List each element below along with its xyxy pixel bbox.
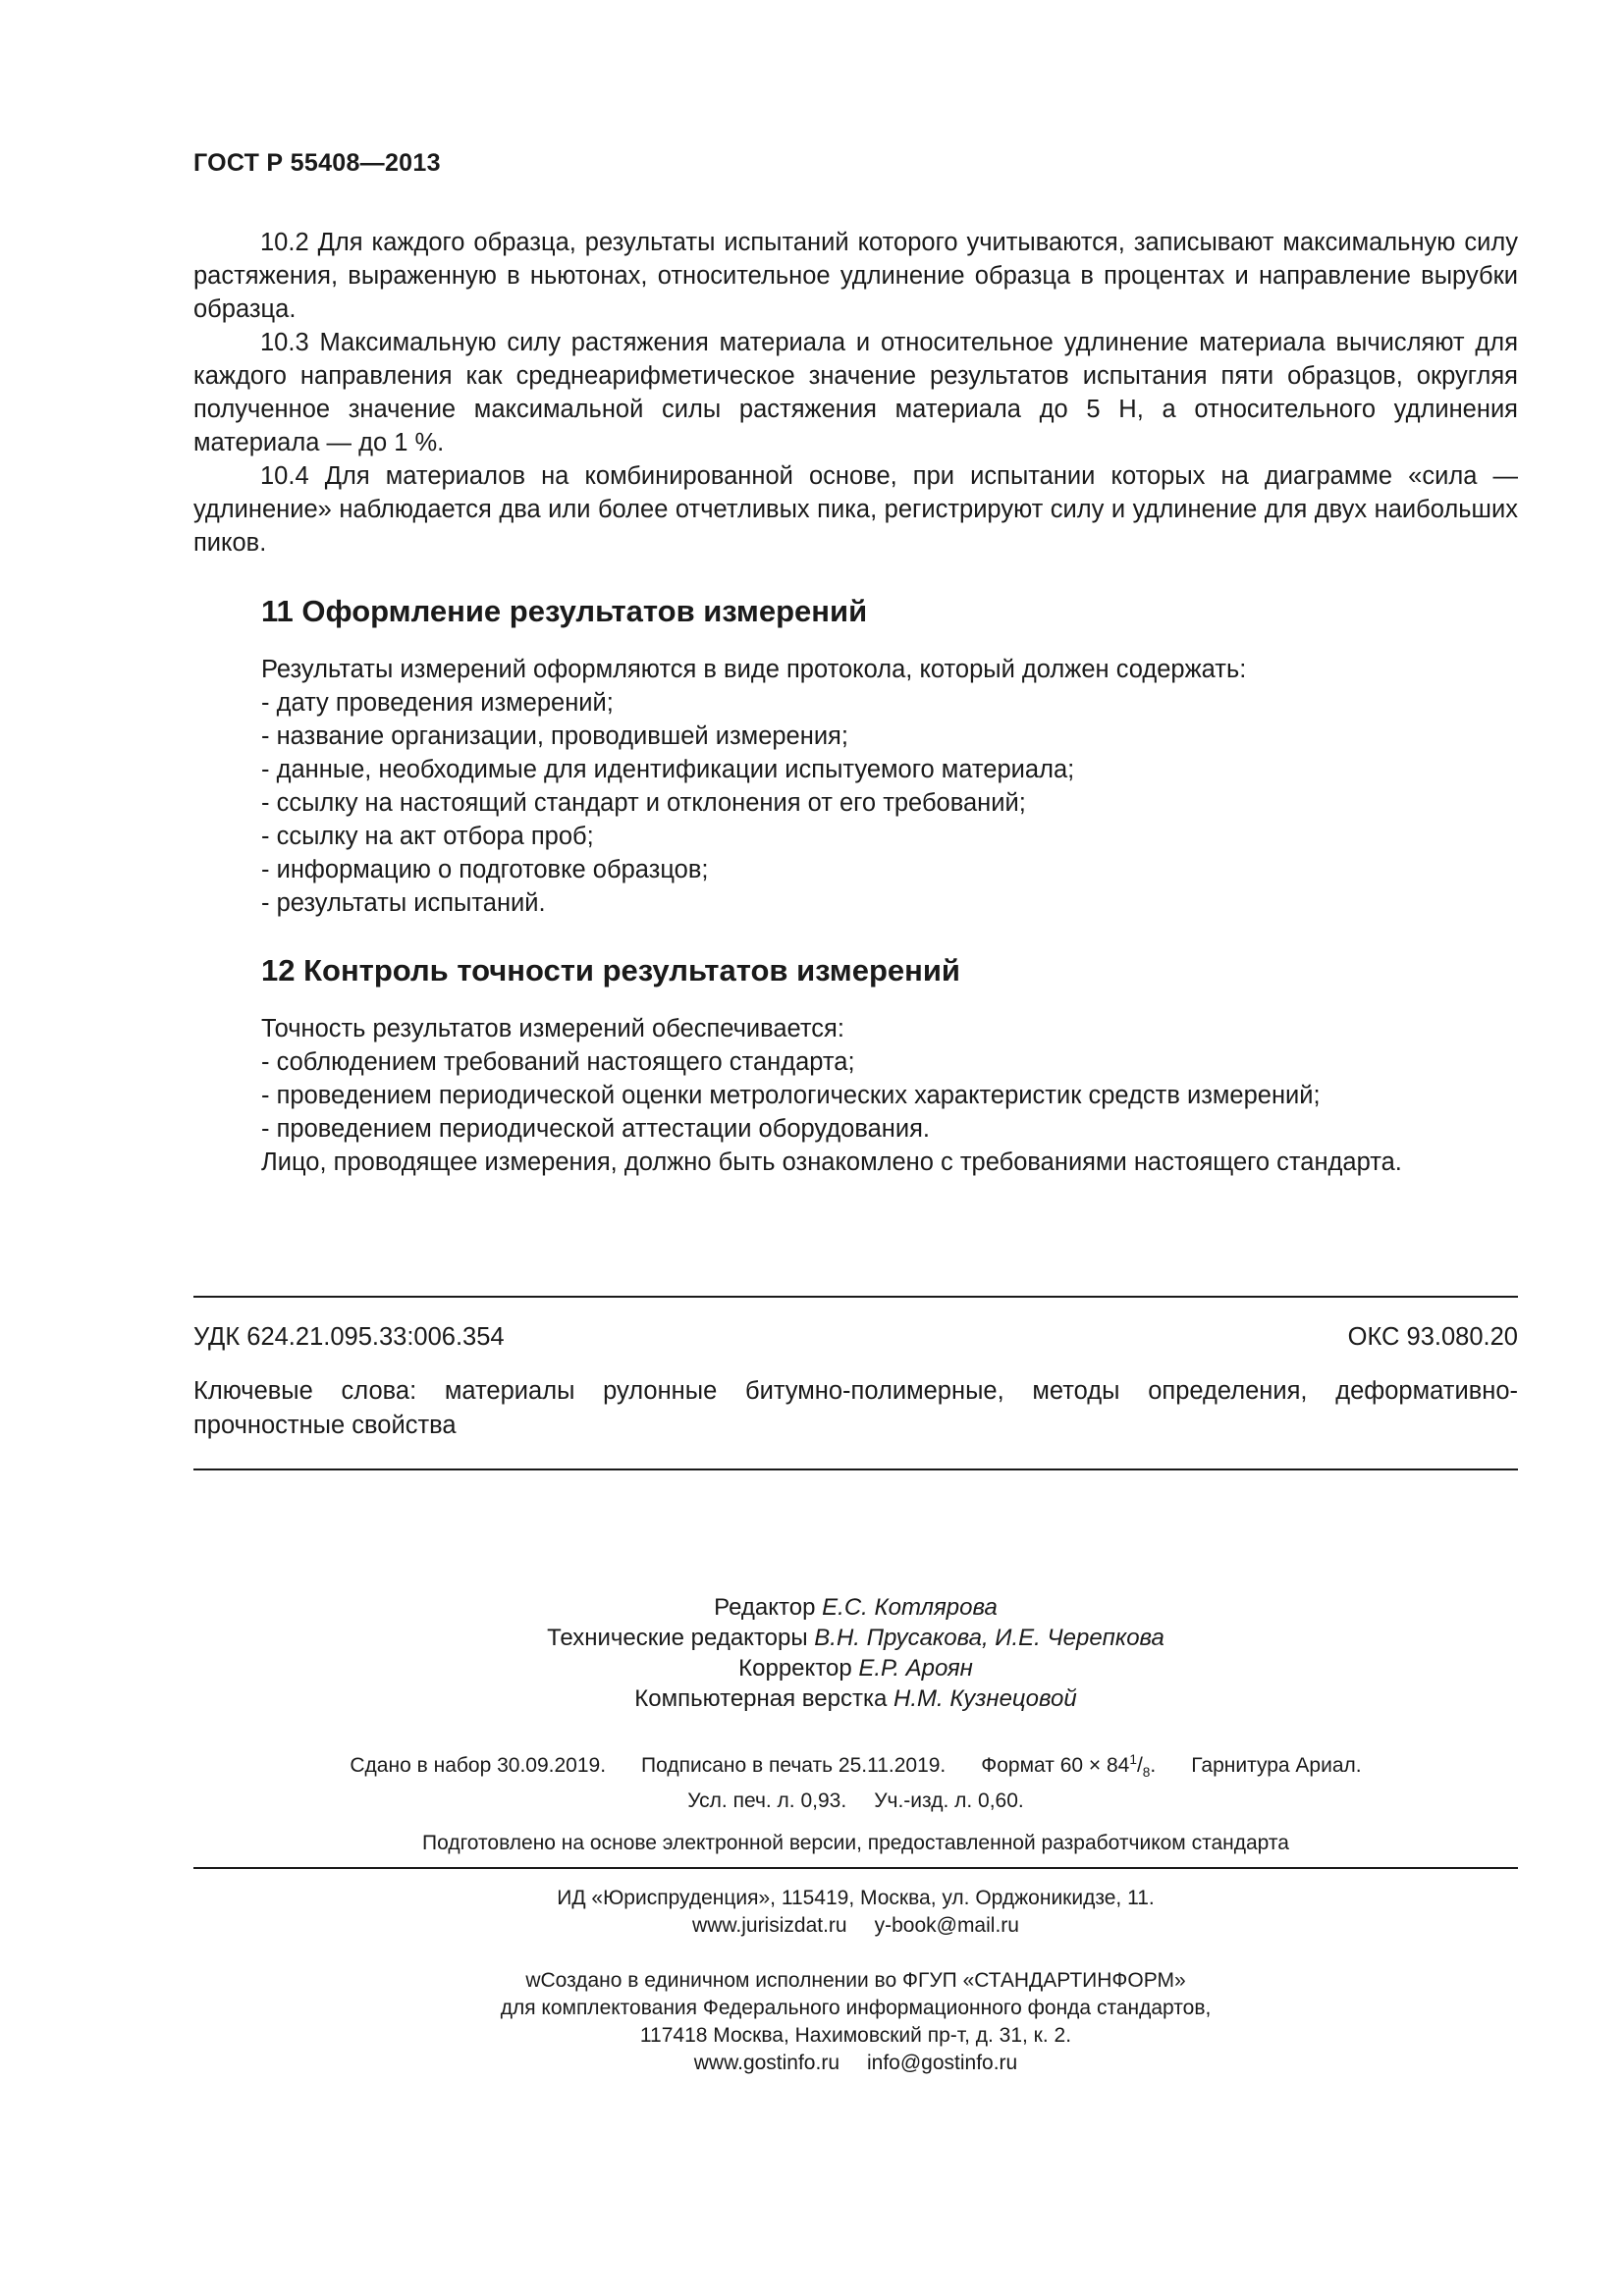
prepared-note: Подготовлено на основе электронной версии, предоставленной разработчиком стандарта <box>422 1832 1289 1855</box>
imprint-line-2 <box>193 1787 1518 1815</box>
printer-block <box>193 1967 1518 2077</box>
printer-line-1: wСоздано в единичном исполнении во ФГУП «СТАНДАРТИНФОРМ» <box>525 1969 1186 1992</box>
publisher-email[interactable]: y-book@mail.ru <box>874 1914 1019 1937</box>
list-item: - проведением периодической аттестации оборудования. <box>261 1115 931 1143</box>
typeset-date: Сдано в набор 30.09.2019. <box>350 1754 607 1777</box>
printer-line-3: 117418 Москва, Нахимовский пр-т, д. 31, к. 2. <box>639 2024 1072 2047</box>
credit-person: В.Н. Прусакова, И.Е. Черепкова <box>814 1625 1164 1651</box>
list-item: - данные, необходимые для идентификации испытуемого материала; <box>261 756 1075 783</box>
divider <box>193 1296 1518 1298</box>
list-item: - название организации, проводившей измерения; <box>261 722 848 750</box>
credit-person: Н.М. Кузнецовой <box>893 1685 1077 1712</box>
section-11-heading: 11 Оформление результатов измерений <box>261 594 868 628</box>
paragraph-10-3: 10.3 Максимальную силу растяжения материала и относительное удлинение материала вычисляют для каждого направления как среднеарифметическое значение результатов испытания пяти образцов, округляя полученное значение максимальной силы растяжения материала до 5 Н, а относительного удлинения материала — до 1 %. <box>193 329 1518 456</box>
section-10-text <box>193 226 1518 560</box>
paragraph-10-4: 10.4 Для материалов на комбинированной основе, при испытании которых на диаграмме «сила — удлинение» наблюдается два или более отчетливых пика, регистрируют силу и удлинение для двух наибольших пиков. <box>193 462 1518 557</box>
section-11-list <box>261 653 1528 920</box>
credit-tech-editors <box>193 1623 1518 1653</box>
document-code: ГОСТ Р 55408—2013 <box>193 149 441 177</box>
credit-role: Корректор <box>738 1655 852 1682</box>
publisher-site[interactable]: www.jurisizdat.ru <box>692 1914 847 1937</box>
printer-contacts <box>193 2050 1518 2077</box>
imprint-line-1 <box>193 1745 1518 1787</box>
typeface: Гарнитура Ариал. <box>1191 1754 1362 1777</box>
section-12-list <box>261 1012 1528 1179</box>
credit-role: Компьютерная верстка <box>634 1685 888 1712</box>
credit-person: Е.Р. Ароян <box>858 1655 973 1682</box>
printer-line-2: для комплектования Федерального информационного фонда стандартов, <box>500 1997 1212 2019</box>
list-item: - результаты испытаний. <box>261 889 546 917</box>
printer-email[interactable]: info@gostinfo.ru <box>867 2052 1018 2074</box>
credit-role: Технические редакторы <box>547 1625 808 1651</box>
imprint-block <box>193 1745 1518 1857</box>
credit-proofreader <box>193 1653 1518 1683</box>
list-item: - дату проведения измерений; <box>261 689 614 717</box>
section-12-heading: 12 Контроль точности результатов измерений <box>261 953 960 988</box>
list-item: - соблюдением требований настоящего стандарта; <box>261 1048 855 1076</box>
divider <box>193 1468 1518 1470</box>
publisher-address: ИД «Юриспруденция», 115419, Москва, ул. Орджоникидзе, 11. <box>557 1887 1155 1909</box>
pub-sheets: Уч.-изд. л. 0,60. <box>874 1789 1024 1813</box>
credits-block <box>193 1592 1518 1714</box>
printer-site[interactable]: www.gostinfo.ru <box>693 2052 839 2074</box>
section-11-intro: Результаты измерений оформляются в виде протокола, который должен содержать: <box>261 656 1247 683</box>
list-item: - ссылку на настоящий стандарт и отклонения от его требований; <box>261 789 1026 817</box>
print-sheets: Усл. печ. л. 0,93. <box>687 1789 847 1813</box>
signed-date: Подписано в печать 25.11.2019. <box>641 1754 947 1777</box>
oks-code: ОКС 93.080.20 <box>1347 1323 1518 1351</box>
divider <box>193 1867 1518 1869</box>
keywords: Ключевые слова: материалы рулонные битумно-полимерные, методы определения, деформативно-прочностные свойства <box>193 1377 1518 1439</box>
section-12-intro: Точность результатов измерений обеспечивается: <box>261 1015 844 1042</box>
credit-person: Е.С. Котлярова <box>822 1594 998 1621</box>
udk-code: УДК 624.21.095.33:006.354 <box>193 1323 505 1351</box>
credit-editor <box>193 1592 1518 1623</box>
section-12-closing: Лицо, проводящее измерения, должно быть ознакомлено с требованиями настоящего стандарта. <box>261 1148 1402 1176</box>
publisher-contacts <box>193 1912 1518 1940</box>
list-item: - проведением периодической оценки метрологических характеристик средств измерений; <box>261 1082 1321 1109</box>
paper-format: Формат $60 \times 84^1/_8$. <box>981 1752 1157 1781</box>
credit-role: Редактор <box>714 1594 816 1621</box>
list-item: - информацию о подготовке образцов; <box>261 856 709 883</box>
list-item: - ссылку на акт отбора проб; <box>261 823 594 850</box>
paragraph-10-2: 10.2 Для каждого образца, результаты испытаний которого учитываются, записывают максимальную силу растяжения, выраженную в ньютонах, относительное удлинение образца в процентах и направление вырубки образца. <box>193 229 1518 323</box>
credit-layout <box>193 1683 1518 1714</box>
publisher-block <box>193 1885 1518 1940</box>
